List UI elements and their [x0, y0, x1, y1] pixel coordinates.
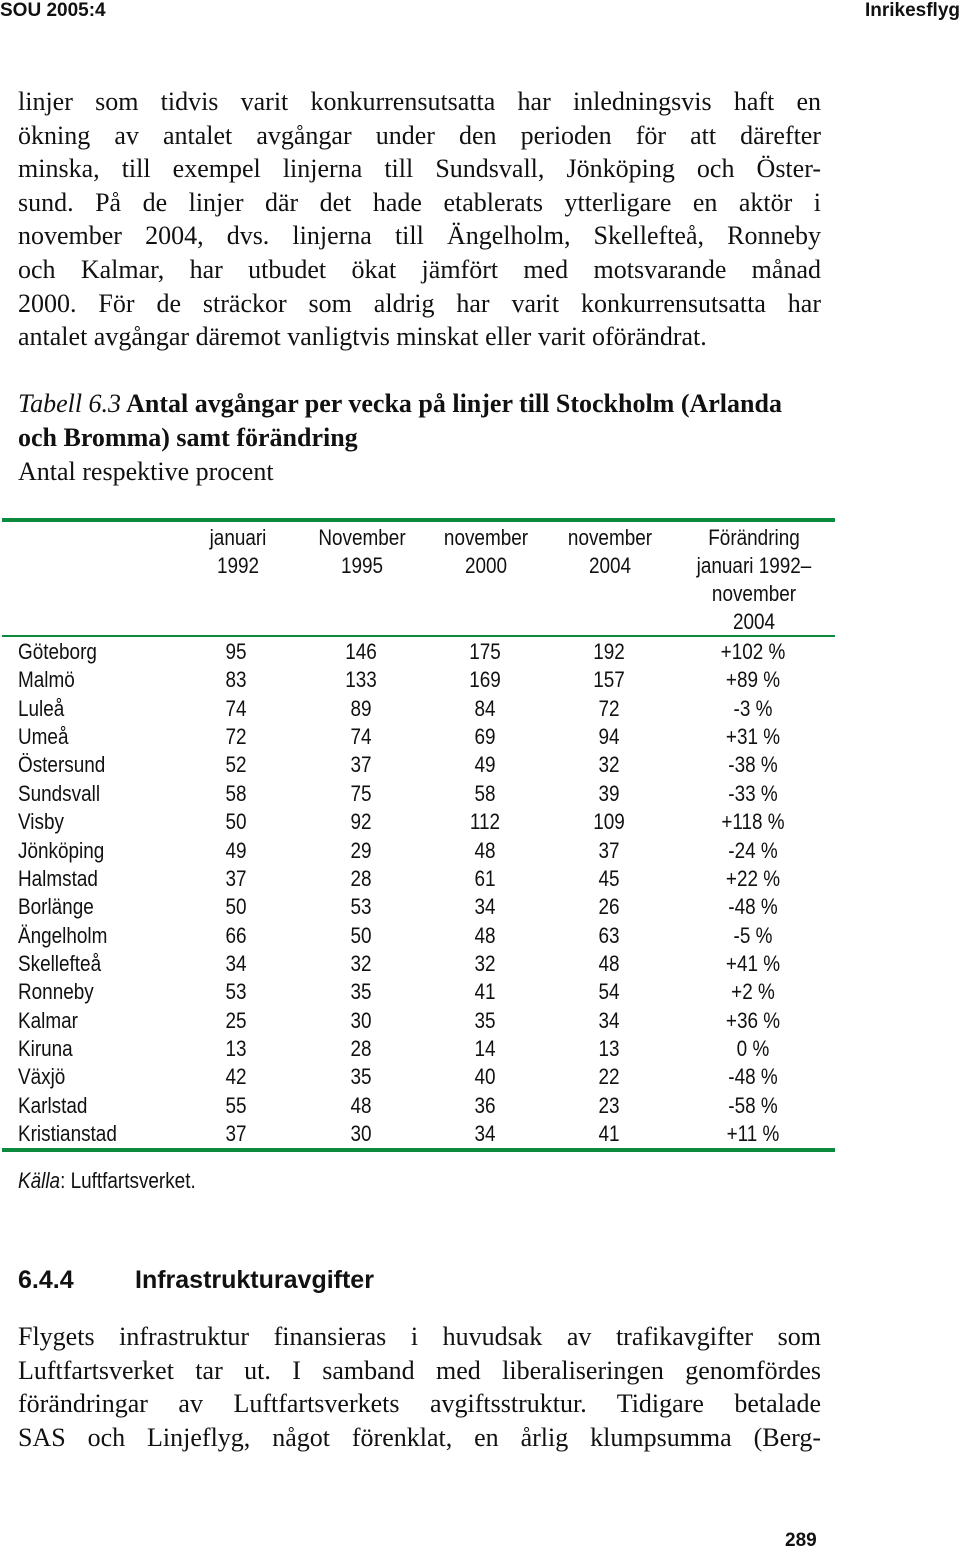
value-cell: 58 [474, 780, 496, 806]
table-title-line-1: Antal avgångar per vecka på linjer till Stockholm (Arlanda [126, 389, 782, 418]
value-cell: 39 [598, 780, 620, 806]
value-cell: -48 % [728, 894, 778, 920]
table-row [18, 837, 838, 865]
table-row [18, 780, 838, 808]
value-cell: 48 [598, 950, 620, 976]
value-cell: 29 [350, 837, 372, 863]
value-cell: 94 [598, 724, 620, 749]
city-cell: Skellefteå [18, 950, 102, 976]
table-row [18, 751, 838, 779]
value-cell: 40 [474, 1064, 496, 1090]
value-cell: 84 [474, 695, 496, 721]
value-cell: 157 [593, 667, 625, 693]
value-cell: 69 [474, 724, 496, 749]
table-row [18, 638, 838, 666]
value-cell: +36 % [725, 1007, 781, 1033]
value-cell: 52 [225, 752, 247, 778]
paragraph-line: 2000. För de sträckor som aldrig har varit konkurrensutsatta har [18, 288, 821, 318]
value-cell: 112 [469, 809, 501, 835]
value-cell: +102 % [720, 639, 786, 664]
column-header-nov-2004: november 2004 [567, 525, 653, 578]
table-row [18, 1007, 838, 1035]
city-cell: Borlänge [18, 894, 94, 920]
table-title-line-2: och Bromma) samt förändring [18, 423, 358, 452]
value-cell: 30 [350, 1007, 372, 1033]
value-cell: 32 [474, 950, 496, 976]
value-cell: 175 [469, 639, 501, 664]
value-cell: 37 [350, 752, 372, 778]
section-number: 6.4.4 [18, 1266, 74, 1294]
value-cell: 53 [225, 979, 247, 1005]
value-cell: +22 % [725, 865, 781, 891]
value-cell: 30 [350, 1121, 372, 1146]
value-cell: 74 [350, 724, 372, 749]
value-cell: 45 [598, 865, 620, 891]
table-label: Tabell 6.3 [18, 389, 122, 418]
value-cell: 192 [593, 639, 625, 664]
value-cell: 36 [474, 1092, 496, 1118]
value-cell: 42 [225, 1064, 247, 1090]
value-cell: 89 [350, 695, 372, 721]
value-cell: -3 % [733, 695, 773, 721]
value-cell: 72 [225, 724, 247, 749]
paragraph-line: minska, till exempel linjerna till Sundsvall, Jönköping och Öster- [18, 154, 821, 184]
city-cell: Halmstad [18, 865, 98, 891]
table-row [18, 723, 838, 751]
table-source: Källa: Luftfartsverket. [18, 1168, 196, 1193]
page-number: 289 [785, 1530, 817, 1551]
value-cell: 55 [225, 1092, 247, 1118]
value-cell: 13 [225, 1035, 247, 1061]
value-cell: 49 [225, 837, 247, 863]
value-cell: 32 [350, 950, 372, 976]
value-cell: 35 [350, 979, 372, 1005]
paragraph-line: Flygets infrastruktur finansieras i huvudsak av trafikavgifter som [18, 1322, 821, 1351]
running-header-right: Inrikesflyg [864, 0, 960, 21]
value-cell: +118 % [721, 809, 785, 835]
paragraph-line: antalet avgångar däremot vanligtvis minskat eller varit oförändrat. [18, 322, 707, 352]
value-cell: +11 % [726, 1121, 780, 1146]
table-row [18, 666, 838, 694]
table-row [18, 695, 838, 723]
paragraph-line: förändringar av Luftfartsverkets avgiftsstruktur. Tidigare betalade [18, 1389, 821, 1419]
value-cell: 35 [474, 1007, 496, 1033]
value-cell: 37 [225, 1121, 247, 1146]
value-cell: +41 % [725, 950, 781, 976]
value-cell: 34 [474, 1121, 496, 1146]
city-cell: Ängelholm [18, 922, 108, 948]
table-row [18, 1063, 838, 1091]
value-cell: 95 [225, 639, 247, 664]
value-cell: 66 [225, 922, 247, 948]
table-top-rule [2, 518, 835, 522]
table-row [18, 950, 838, 978]
city-cell: Göteborg [18, 639, 97, 664]
city-cell: Karlstad [18, 1092, 88, 1118]
value-cell: 58 [225, 780, 247, 806]
value-cell: 61 [474, 865, 496, 891]
value-cell: 25 [225, 1007, 247, 1033]
value-cell: 28 [350, 1035, 372, 1061]
value-cell: 83 [225, 667, 247, 693]
value-cell: 75 [350, 780, 372, 806]
value-cell: 72 [598, 695, 620, 721]
value-cell: -38 % [728, 752, 778, 778]
city-cell: Jönköping [18, 837, 105, 863]
city-cell: Ronneby [18, 979, 94, 1005]
paragraph-line: linjer som tidvis varit konkurrensutsatta har inledningsvis haft en [18, 87, 821, 116]
value-cell: 50 [225, 894, 247, 920]
value-cell: 92 [350, 809, 372, 835]
intro-paragraph [18, 85, 821, 354]
city-cell: Kalmar [18, 1007, 78, 1033]
value-cell: +2 % [731, 979, 775, 1005]
table-caption [18, 387, 838, 455]
city-cell: Östersund [18, 752, 106, 778]
value-cell: 34 [225, 950, 247, 976]
value-cell: +31 % [725, 724, 781, 749]
value-cell: +89 % [725, 667, 781, 693]
value-cell: 37 [225, 865, 247, 891]
table-row [18, 1092, 838, 1120]
column-header-nov-2000: november 2000 [443, 525, 529, 578]
value-cell: 50 [225, 809, 247, 835]
table-row [18, 978, 838, 1006]
running-header-left: SOU 2005:4 [0, 0, 106, 21]
table-row [18, 922, 838, 950]
value-cell: 28 [350, 865, 372, 891]
value-cell: 74 [225, 695, 247, 721]
paragraph-line: ökning av antalet avgångar under den perioden för att därefter [18, 120, 821, 150]
paragraph-line: sund. På de linjer där det hade etablerats ytterligare en aktör i [18, 187, 821, 217]
value-cell: 22 [598, 1064, 620, 1090]
value-cell: 50 [350, 922, 372, 948]
value-cell: -5 % [733, 922, 773, 948]
city-cell: Växjö [18, 1064, 66, 1090]
value-cell: 41 [598, 1121, 620, 1146]
table-bottom-rule [2, 1148, 835, 1152]
value-cell: 109 [593, 809, 625, 835]
value-cell: 48 [474, 922, 496, 948]
city-cell: Sundsvall [18, 780, 101, 806]
value-cell: 26 [598, 894, 620, 920]
value-cell: 13 [598, 1035, 620, 1061]
value-cell: 169 [469, 667, 501, 693]
value-cell: 37 [598, 837, 620, 863]
value-cell: 146 [345, 639, 377, 664]
table-row [18, 865, 838, 893]
table-header-rule [2, 635, 835, 637]
city-cell: Kristianstad [18, 1121, 117, 1146]
table-row [18, 893, 838, 921]
value-cell: 63 [598, 922, 620, 948]
table-subtitle: Antal respektive procent [18, 457, 274, 486]
value-cell: 35 [350, 1064, 372, 1090]
value-cell: -48 % [728, 1064, 778, 1090]
value-cell: 23 [598, 1092, 620, 1118]
section-title: Infrastrukturavgifter [135, 1266, 374, 1294]
value-cell: -24 % [728, 837, 778, 863]
city-cell: Umeå [18, 724, 69, 749]
paragraph-line: och Kalmar, har utbudet ökat jämfört med motsvarande månad [18, 254, 821, 284]
value-cell: 54 [598, 979, 620, 1005]
paragraph-line: SAS och Linjeflyg, något förenklat, en årlig klumpsumma (Berg- [18, 1422, 821, 1452]
paragraph-line: Luftfartsverket tar ut. I samband med liberaliseringen genomfördes [18, 1355, 821, 1385]
value-cell: -58 % [728, 1092, 778, 1118]
value-cell: 14 [474, 1035, 496, 1061]
value-cell: 34 [474, 894, 496, 920]
column-header-jan-1992: januari 1992 [209, 525, 267, 578]
value-cell: 34 [598, 1007, 620, 1033]
paragraph-line: november 2004, dvs. linjerna till Ängelholm, Skellefteå, Ronneby [18, 221, 821, 251]
city-cell: Luleå [18, 695, 65, 721]
column-header-nov-1995: November 1995 [318, 525, 406, 578]
city-cell: Malmö [18, 667, 75, 693]
value-cell: 48 [474, 837, 496, 863]
value-cell: 133 [345, 667, 377, 693]
infrastructure-paragraph [18, 1320, 821, 1454]
value-cell: 48 [350, 1092, 372, 1118]
value-cell: 0 % [736, 1035, 770, 1061]
value-cell: 41 [474, 979, 496, 1005]
table-row [18, 1120, 838, 1148]
value-cell: 49 [474, 752, 496, 778]
city-cell: Kiruna [18, 1035, 73, 1061]
table-row [18, 1035, 838, 1063]
value-cell: -33 % [728, 780, 778, 806]
value-cell: 53 [350, 894, 372, 920]
table-row [18, 808, 838, 836]
value-cell: 32 [598, 752, 620, 778]
column-header-change: Förändring januari 1992– november 2004 [696, 525, 812, 634]
city-cell: Visby [18, 809, 64, 835]
